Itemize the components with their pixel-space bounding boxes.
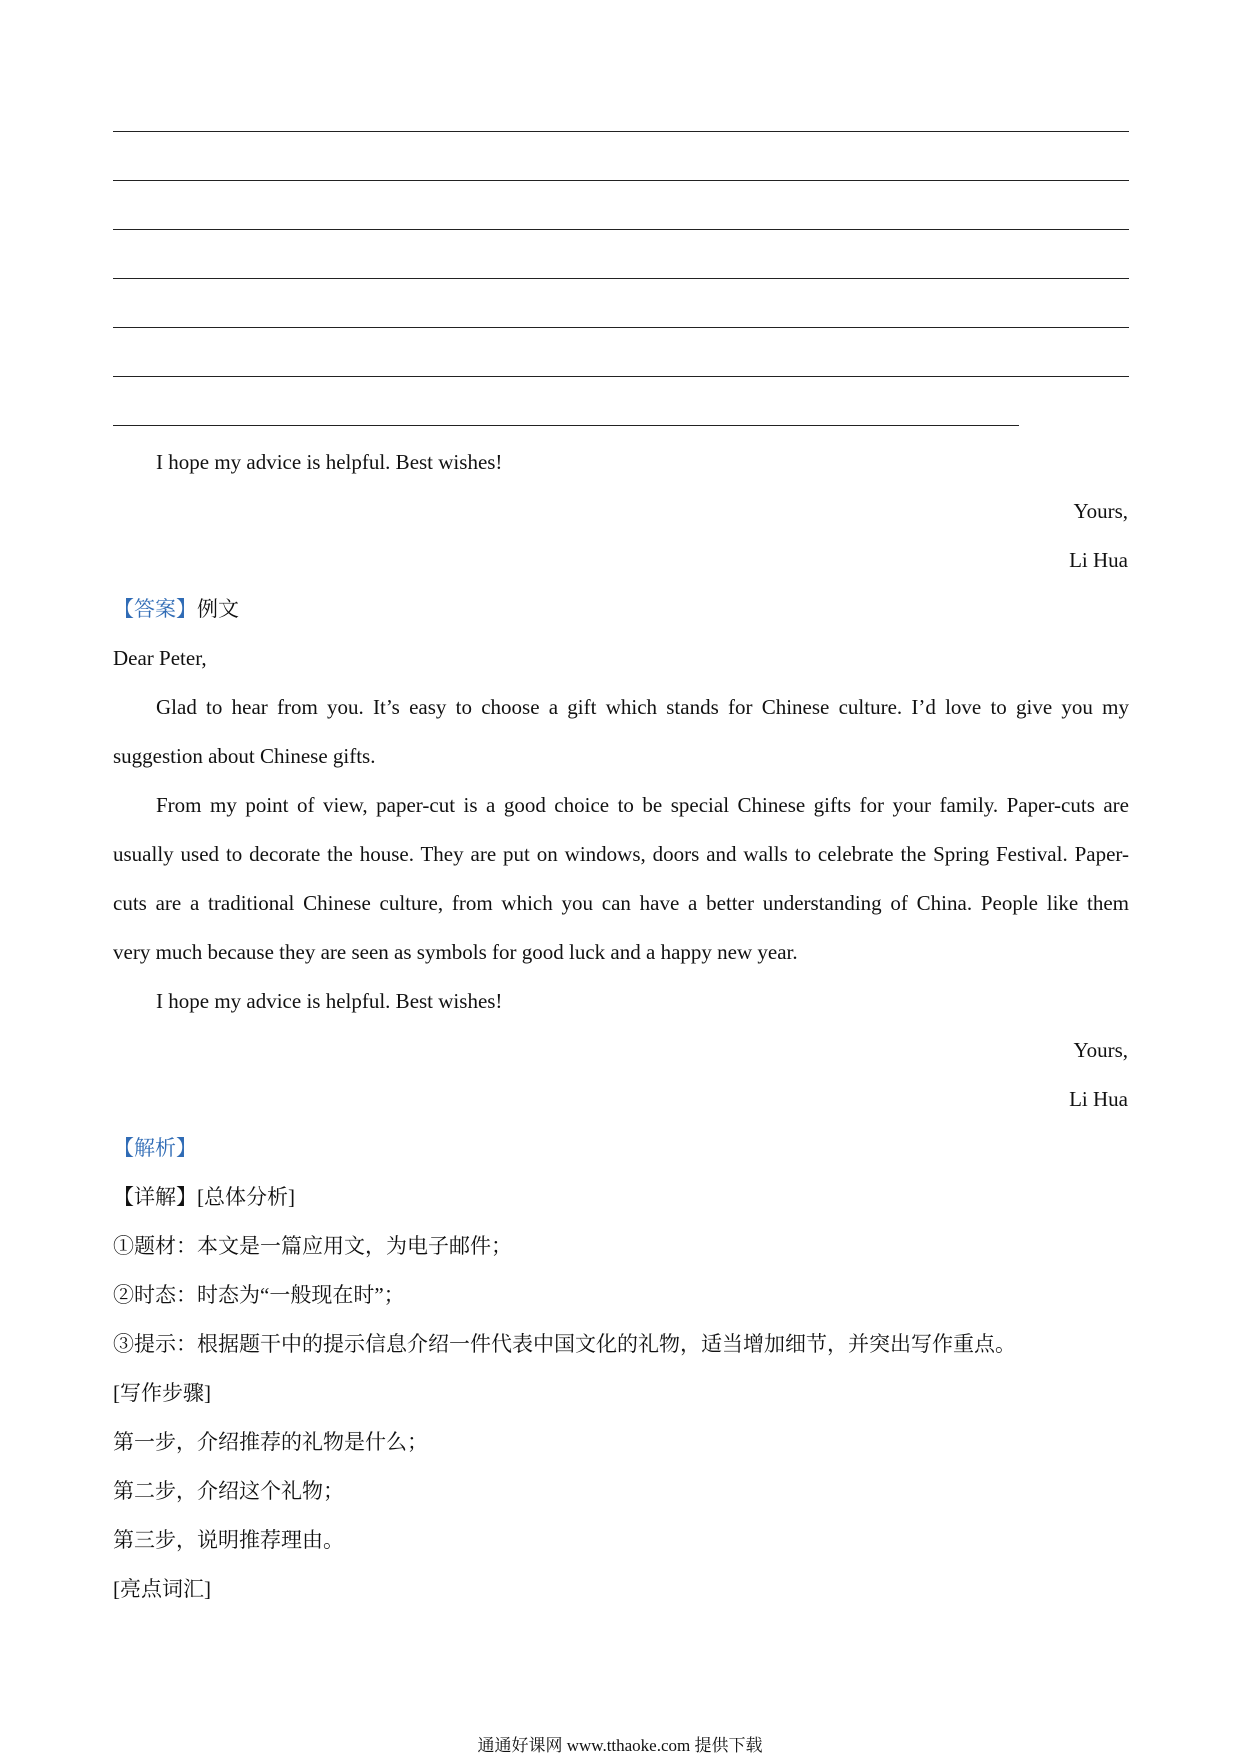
closing-name: Li Hua (1069, 548, 1128, 572)
steps-title: [写作步骤] (113, 1381, 211, 1405)
answer-closing-yours: Yours, (1073, 1038, 1128, 1062)
blank-line (113, 229, 1129, 230)
blank-line (113, 327, 1129, 328)
paragraph-2-line-2: usually used to decorate the house. They are put on windows, doors and walls to celebrate the Spring Festival. Paper- (113, 842, 1129, 866)
blank-line (113, 425, 1019, 426)
blank-line (113, 376, 1129, 377)
answer-label: 【答案】 (113, 597, 197, 621)
closing-yours: Yours, (1073, 499, 1128, 523)
paragraph-2-line-1: From my point of view, paper-cut is a good choice to be special Chinese gifts for your family. Paper-cuts are (156, 793, 1129, 817)
detail-label: 【详解】 (113, 1185, 197, 1209)
analysis-label: 【解析】 (113, 1136, 197, 1160)
page-footer: 通通好课网 www.tthaoke.com 提供下载 (477, 1736, 763, 1755)
step-3: 第三步，说明推荐理由。 (113, 1528, 344, 1552)
blank-line (113, 180, 1129, 181)
blank-line (113, 131, 1129, 132)
detail-title: [总体分析] (197, 1185, 295, 1209)
answer-label-suffix: 例文 (197, 597, 239, 621)
paragraph-2-line-3: cuts are a traditional Chinese culture, from which you can have a better understanding of China. People like them (113, 891, 1129, 915)
step-1: 第一步，介绍推荐的礼物是什么； (113, 1430, 428, 1454)
paragraph-1-line-2: suggestion about Chinese gifts. (113, 744, 376, 768)
step-2: 第二步，介绍这个礼物； (113, 1479, 344, 1503)
letter-greeting: Dear Peter, (113, 646, 207, 670)
answer-closing-text: I hope my advice is helpful. Best wishes! (156, 989, 503, 1013)
detail-heading (113, 1182, 1129, 1212)
paragraph-1-line-1: Glad to hear from you. It’s easy to choose a gift which stands for Chinese culture. I’d love to give you my (156, 695, 1129, 719)
paragraph-2-line-4: very much because they are seen as symbols for good luck and a happy new year. (113, 940, 798, 964)
answer-heading (113, 594, 1129, 624)
closing-text: I hope my advice is helpful. Best wishes! (156, 450, 503, 474)
answer-closing-name: Li Hua (1069, 1087, 1128, 1111)
blank-line (113, 278, 1129, 279)
analysis-item-3: ③提示：根据题干中的提示信息介绍一件代表中国文化的礼物，适当增加细节，并突出写作重点。 (113, 1332, 1016, 1356)
vocab-title: [亮点词汇] (113, 1577, 211, 1601)
analysis-item-1: ①题材：本文是一篇应用文，为电子邮件； (113, 1234, 512, 1258)
analysis-item-2: ②时态：时态为“一般现在时”； (113, 1283, 405, 1307)
